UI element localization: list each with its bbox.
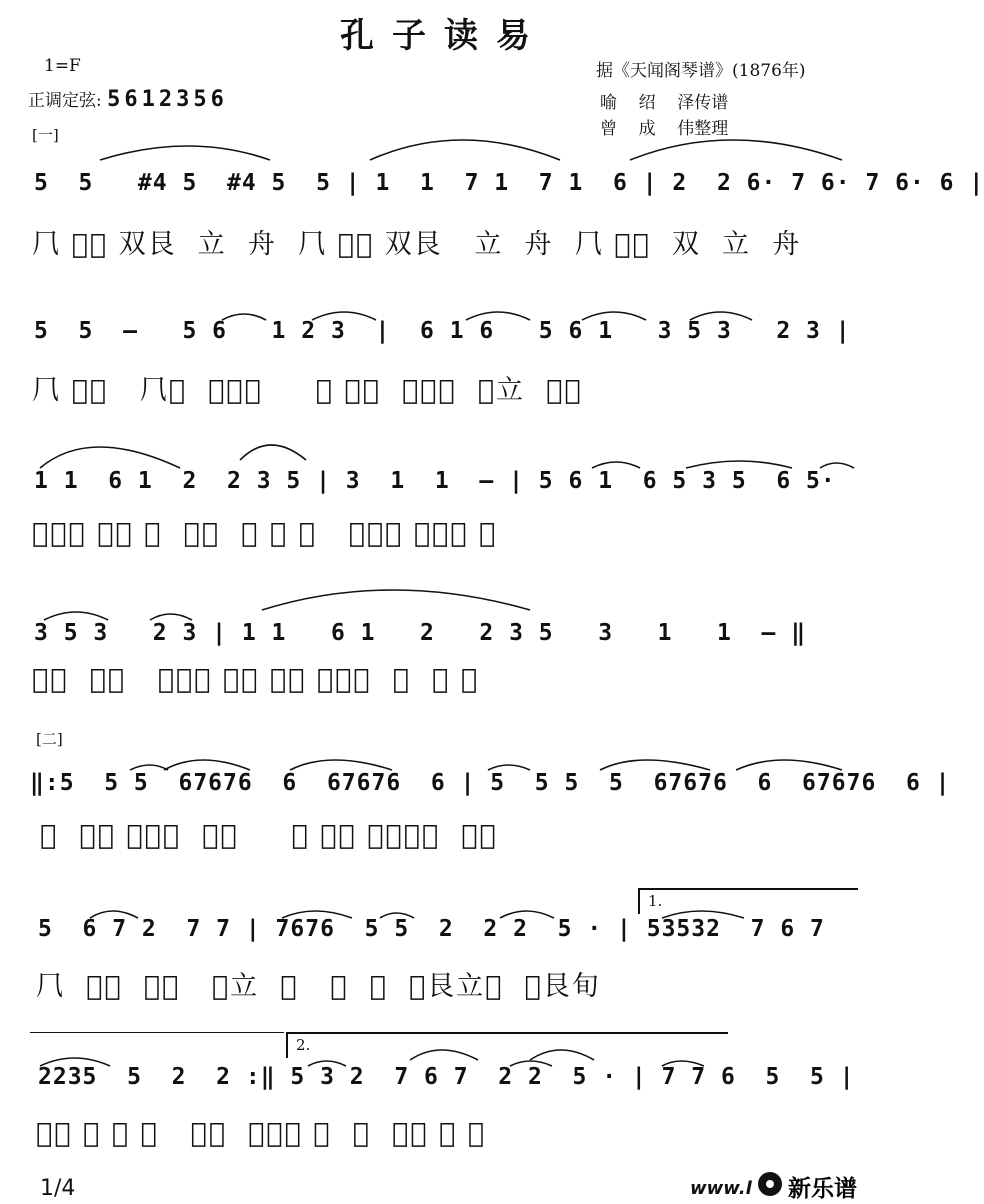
slur [150,614,192,620]
notation-row-2: 5 5 — 5 6 1 2 3 | 6 1 6 5 6 1 3 5 3 2 3 | [34,318,851,344]
notation-row-1: 5 5 #4 5 #4 5 5 | 1 1 7 1 7 1 6 | 2 2 6· 7 6· 7 6· 6 | [34,170,984,196]
watermark-url: www.l [690,1178,752,1199]
page-number: 1/4 [40,1176,76,1201]
notation-row-4: 3 5 3 2 3 | 1 1 6 1 2 2 3 5 3 1 1 — ‖ [34,620,807,646]
slur [488,765,530,770]
slur [282,911,352,918]
source-note: 据《天闻阁琴谱》(1876年) [596,61,806,81]
tuning-label: 正调定弦: [28,91,102,111]
notation-row-7: 2235 5 2 2 :‖ 5 3 2 7 6 7 2 2 5 · | 7 7 6 5 5 | [38,1064,855,1090]
tuning-notes: 5612356 [107,87,228,112]
jianzipu-row-6: ⺇ 𤇊𤇊 𤇊𤇊 𤇊立 𤇊 𤇊 𤇊 𤇊艮立𤇊 𤇊艮旬 [36,971,601,1002]
section-label-1: [一] [32,126,59,144]
slur [240,445,306,460]
slur [510,1061,552,1066]
slur [592,462,640,468]
slur [90,911,138,918]
slur [312,312,376,320]
disc-icon [758,1172,782,1196]
credit-line-1: 喻 绍 泽传谱 [600,93,729,113]
notation-row-3: 1 1 6 1 2 2 3 5 | 3 1 1 — | 5 6 1 6 5 3 5 6 5· [34,468,836,494]
score-title: 孔子读易 [340,16,548,56]
slur [582,312,646,320]
section-label-2: [二] [36,730,63,748]
credit-line-2: 曾 成 伟整理 [600,119,729,139]
slur [500,911,554,918]
jianzipu-row-1: ⺇ 𤇊𤇊 双艮 立 ⾈ ⺇ 𤇊𤇊 双艮 立 ⾈ ⺇ 𤇊𤇊 双 立 ⾈ [32,229,802,260]
slur [40,447,180,468]
slur [222,314,266,320]
jianzipu-row-3: 𤇊𤇊𤇊 艮旬 𤇊 𤇊𤇊 ⺇ ⺇ 𤇊 𤇊𤇊𤇊 𤇊𤇊𤇊 立 [32,518,498,549]
notation-row-6: 5 6 7 2 7 7 | 7676 5 5 2 2 2 5 · | 53532 7 6 7 [38,916,825,942]
volta-label-1: 1. [648,892,663,910]
slur [466,312,530,320]
notation-row-5: ‖:5 5 5 67676 6 67676 6 | 5 5 5 5 67676 6 67676 6 | [30,770,951,796]
slur [686,461,792,468]
slur [630,140,842,160]
slur [736,760,842,770]
slur [290,760,392,770]
slur [662,1061,704,1066]
slur [308,1061,346,1066]
jianzipu-row-5: 𤇊 𤇊𤇊 𤇊双立 再作 𤇊 𤇊𤇊 𤇊𤇊双立 再作 [40,820,498,851]
slur [100,146,270,160]
jianzipu-row-7: 𤇊𤇊 ⾈ 𤇊 𤇊 𤇊𤇊 𤇊艮旬 𤇊 𤇊 𤇊𤇊 𤇊 𤇊 [36,1118,486,1149]
slur [380,913,414,918]
volta-label-2: 2. [296,1036,311,1054]
slur [130,765,168,770]
slur [600,760,710,770]
jianzipu-row-2: ⺇ 𤇊𤇊 ⺇𤇊 𤇊𤇊𤇊 𤇊 𤇊𤇊 𤇊𤇊𤇊 𤇊立 𤇊𤇊 [32,375,583,406]
slur [530,1050,594,1060]
slur [662,911,744,918]
slur [44,612,108,620]
slur [410,1050,478,1060]
slur [262,590,530,610]
slur [40,1058,110,1066]
slur [164,760,250,770]
slur [820,463,854,468]
slur [690,312,752,320]
slur [370,140,560,160]
site-logo: 新乐谱 [788,1176,857,1202]
jianzipu-row-4: 𤇊立 𤇊𤇊 𤇊𤇊𤇊 艮旬 𤇊𤇊 𤇊𤇊𤇊 ⺇ ⺇ 𤇊 [32,664,480,695]
key-signature: 1=F [44,56,81,76]
